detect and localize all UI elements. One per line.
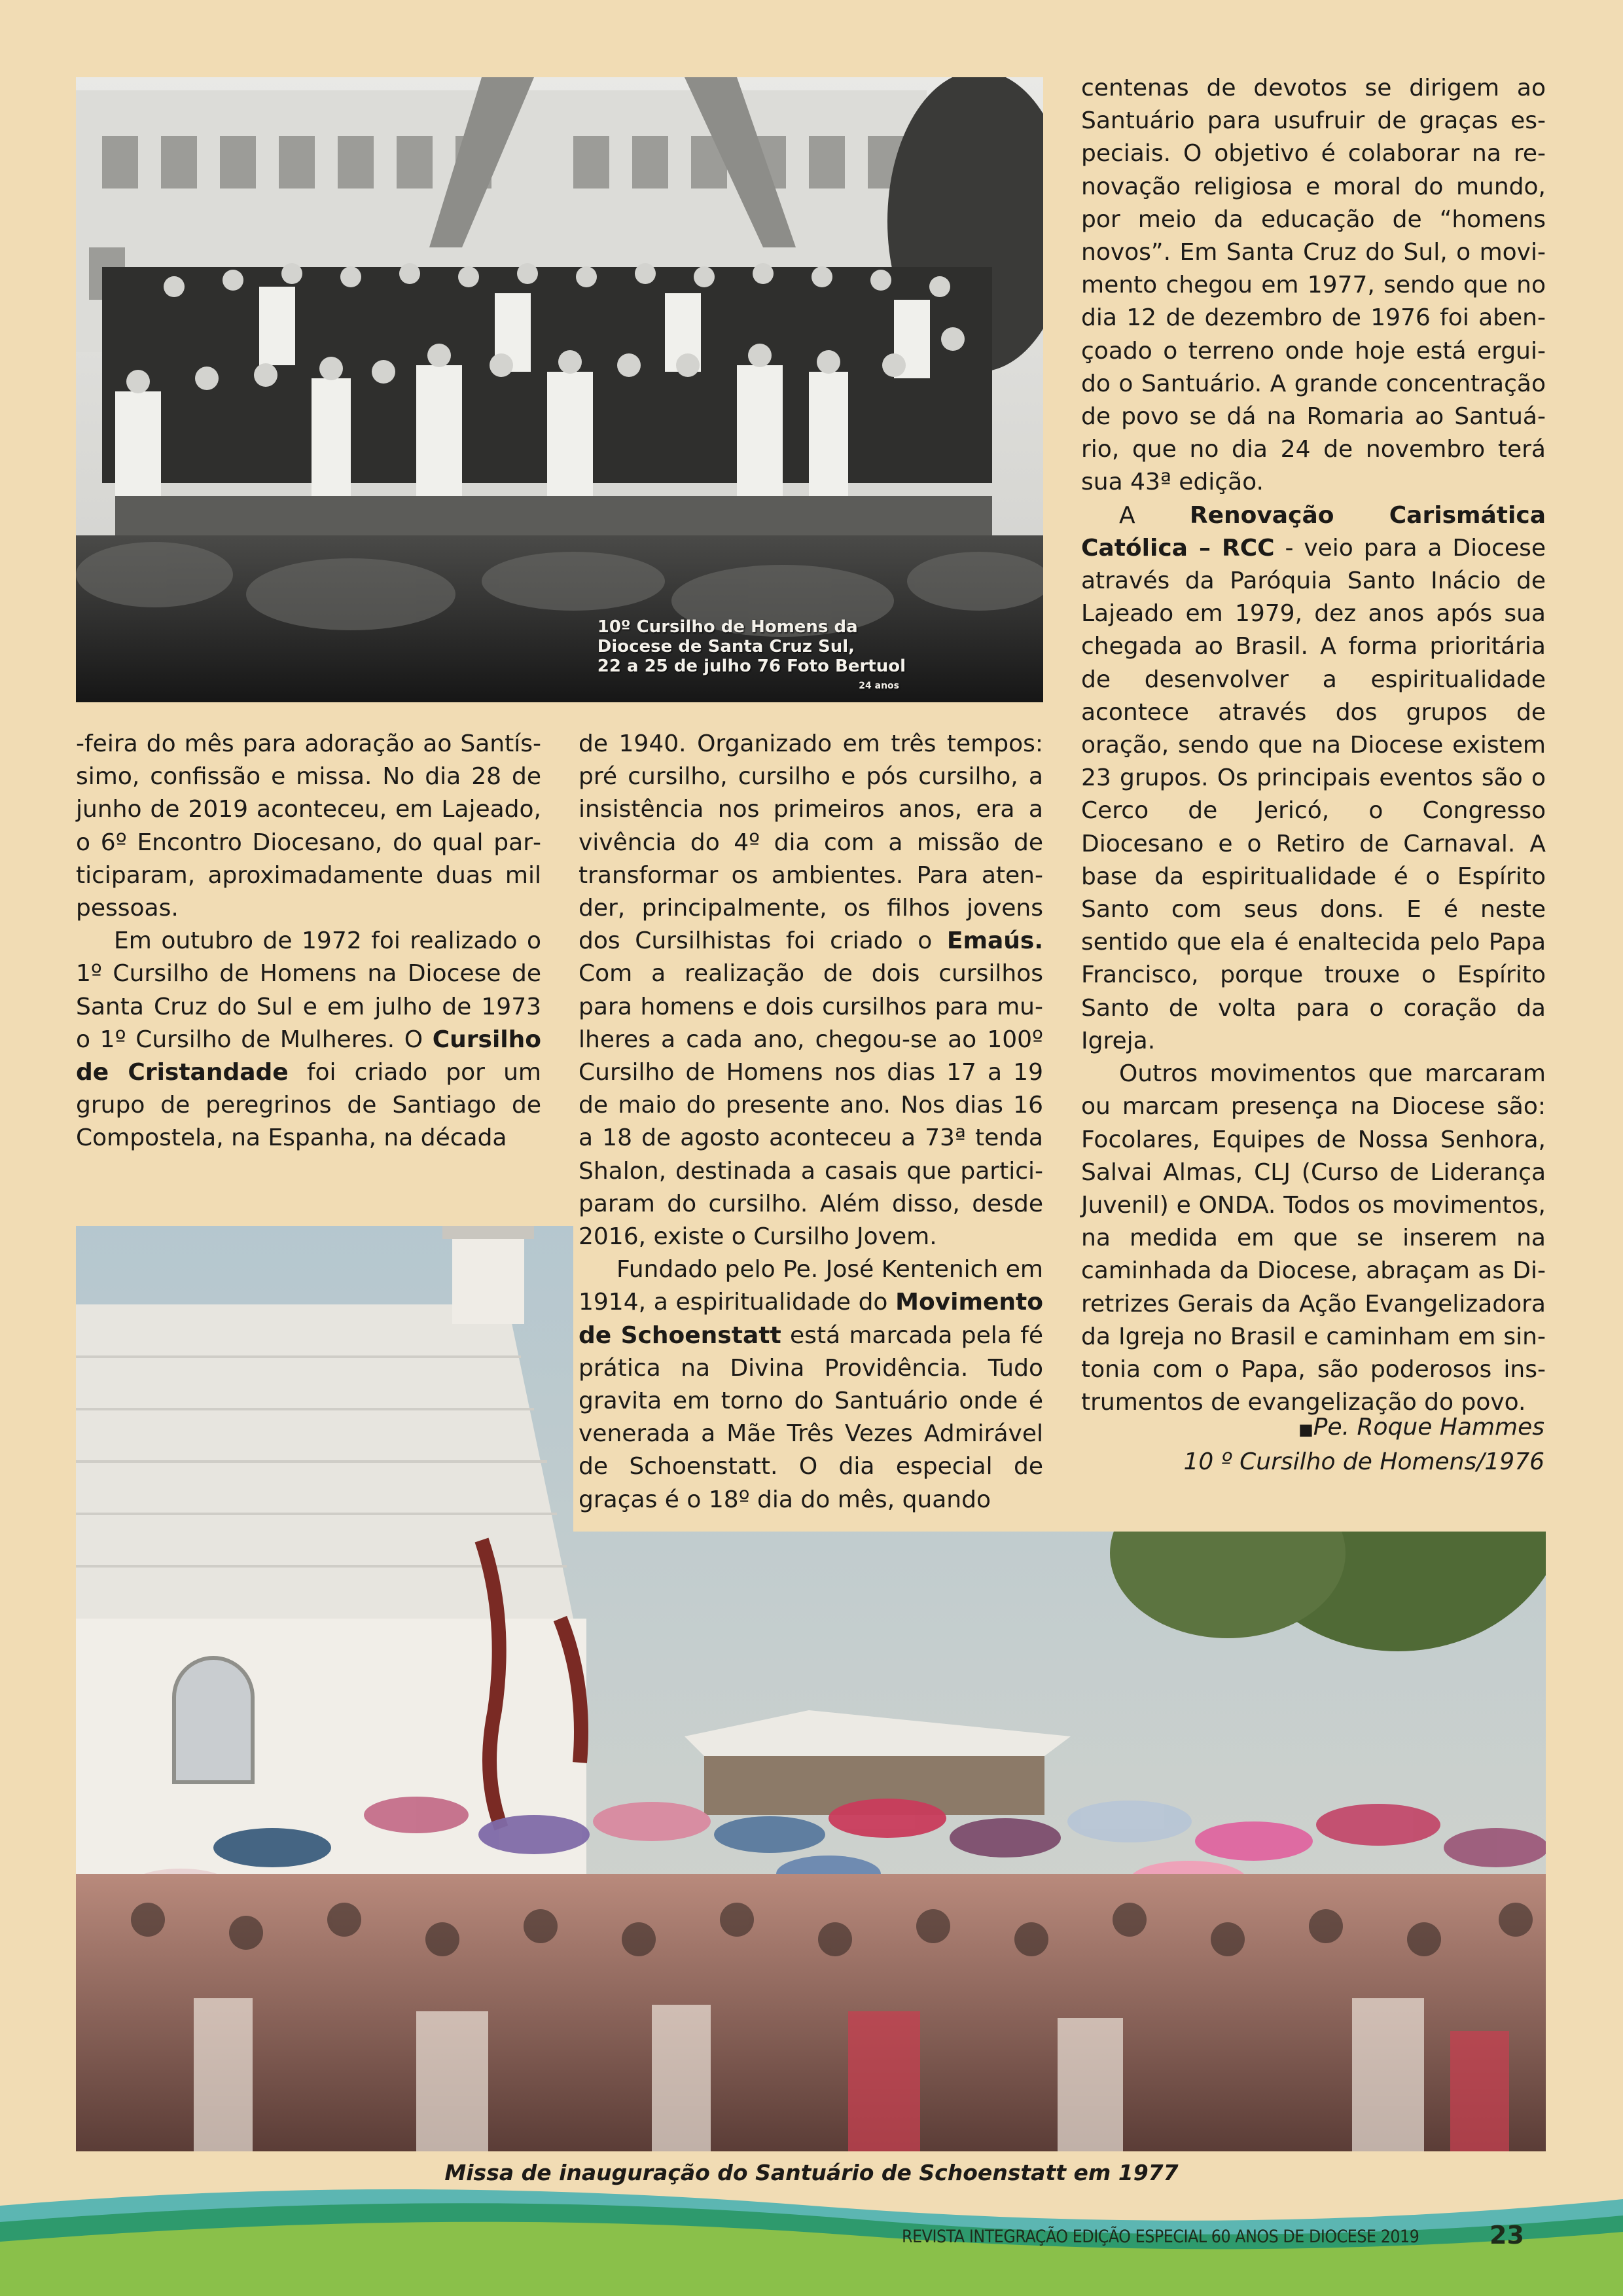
overlay-line-2: Diocese de Santa Cruz Sul, bbox=[597, 637, 855, 656]
author-role: 10 º Cursilho de Homens/1976 bbox=[1183, 1448, 1544, 1475]
page-number: 23 bbox=[1489, 2221, 1524, 2250]
col1-p2-text-b: foi criado por um grupo de peregrinos de Santiago de Compostela, na Espanha, na década bbox=[76, 1059, 541, 1152]
author-signature bbox=[1183, 1411, 1544, 1479]
group-photo-overlay-text bbox=[597, 617, 906, 696]
col1-paragraph-1: -feira do mês para adoração ao Santíssimo, confissão e missa. No dia 28 de junho de 2019 aconteceu, em Lajeado, o 6º Encontro Diocesano, do qual participaram, aproximadamente duas mil pessoas. bbox=[76, 730, 541, 922]
col2-p1-text-b: Com a realização de dois cursilhos para homens e dois cursilhos para mulheres a cada ano, chegou-se ao 100º Cursilho de Homens nos dias 17 a 19 de maio do presente ano. Nos dias 16 a 18 de agosto aconteceu a 73ª tenda Shalon, destinada a casais que participaram do cursilho. Além disso, desde 2016, existe o Cursilho Jovem. bbox=[579, 960, 1043, 1251]
magazine-footer-title: REVISTA INTEGRAÇÃO EDIÇÃO ESPECIAL 60 ANOS DE DIOCESE 2019 bbox=[902, 2227, 1419, 2247]
cursilho-term: Cursilho de Cristandade bbox=[76, 1026, 541, 1086]
article-column-2 bbox=[579, 728, 1043, 1516]
schoenstatt-term: Movimento de Schoenstatt bbox=[579, 1289, 1043, 1349]
col3-p2-text-b: - veio para a Diocese através da Paróquia Santo Inácio de Lajeado em 1979, dez anos após sua chegada ao Brasil. A forma prioritária de desenvolver a espiritualidade acontece através dos grupos de oração, sendo que na Diocese existem 23 grupos. Os principais eventos são o Cerco de Jericó, o Congresso Diocesano e o Retiro de Carnaval. A base da espiritualidade é o Espírito Santo com seus dons. E é neste sentido que ela é enaltecida pelo Papa Francisco, porque trouxe o Espírito Santo de volta para o coração da Igreja. bbox=[1081, 534, 1546, 1054]
overlay-line-3: 22 a 25 de julho 76 Foto Bertuol bbox=[597, 656, 906, 676]
square-bullet-icon: ■ bbox=[1298, 1420, 1313, 1439]
col3-paragraph-2 bbox=[1081, 499, 1546, 1058]
col2-p2-text-b: está marcada pela fé prática na Divina Providência. Tudo gravita em torno do Santuário onde é venerada a Mãe Três Vezes Admirável de Schoenstatt. O dia especial de graças é o 18º dia do mês, quando bbox=[579, 1321, 1043, 1513]
col3-p2-text-a: A bbox=[1119, 501, 1190, 529]
emaus-term: Emaús. bbox=[946, 927, 1043, 955]
col1-p2-text-a: Em outubro de 1972 foi realizado o 1º Cursilho de Homens na Diocese de Santa Cruz do Sul e em julho de 1973 o 1º Cursilho de Mulheres. O bbox=[76, 927, 541, 1053]
group-photo-image bbox=[76, 77, 1043, 702]
author-name: Pe. Roque Hammes bbox=[1313, 1414, 1544, 1441]
overlay-line-1: 10º Cursilho de Homens da bbox=[597, 617, 858, 637]
photo-caption: Missa de inauguração do Santuário de Schoenstatt em 1977 bbox=[444, 2160, 1179, 2185]
article-column-3 bbox=[1081, 72, 1546, 1419]
overlay-small: 24 anos bbox=[859, 681, 899, 691]
group-photo bbox=[76, 77, 1043, 702]
col2-paragraph-2 bbox=[579, 1253, 1043, 1516]
col3-paragraph-1: centenas de devotos se dirigem ao Santuário para usufruir de graças especiais. O objetivo é colaborar na renovação religiosa e moral do mundo, por meio da educação de “homens novos”. Em Santa Cruz do Sul, o movimento chegou em 1977, sendo que no dia 12 de dezembro de 1976 foi abençoado o terreno onde hoje está erguido o Santuário. A grande concentração de povo se dá na Romaria ao Santuário, que no dia 24 de novembro terá sua 43ª edição. bbox=[1081, 75, 1546, 496]
rcc-term: Renovação Carismática Católica – RCC bbox=[1081, 501, 1546, 562]
col3-paragraph-3: Outros movimentos que marcaram ou marcam presença na Diocese são: Focolares, Equipes de Nossa Senhora, Salvai Almas, CLJ (Curso de Liderança Juvenil) e ONDA. Todos os movimentos, na medida em que se inserem na caminhada da Diocese, abraçam as Diretrizes Gerais da Ação Evangelizadora da Igreja no Brasil e caminham em sintonia com o Papa, são poderosos instrumentos de evangelização do povo. bbox=[1081, 1060, 1546, 1416]
article-column-1 bbox=[76, 728, 541, 1155]
col1-paragraph-2 bbox=[76, 925, 541, 1155]
col2-paragraph-1 bbox=[579, 728, 1043, 1253]
col2-p2-text-a: Fundado pelo Pe. José Kentenich em 1914, a espiritualidade do bbox=[579, 1256, 1043, 1316]
col2-p1-text-a: de 1940. Organizado em três tempos: pré cursilho, cursilho e pós cursilho, a insistência nos primeiros anos, era a vivência do 4º dia com a missão de transformar os ambientes. Para atender, principalmente, os filhos jovens dos Cursilhistas foi criado o bbox=[579, 730, 1043, 955]
